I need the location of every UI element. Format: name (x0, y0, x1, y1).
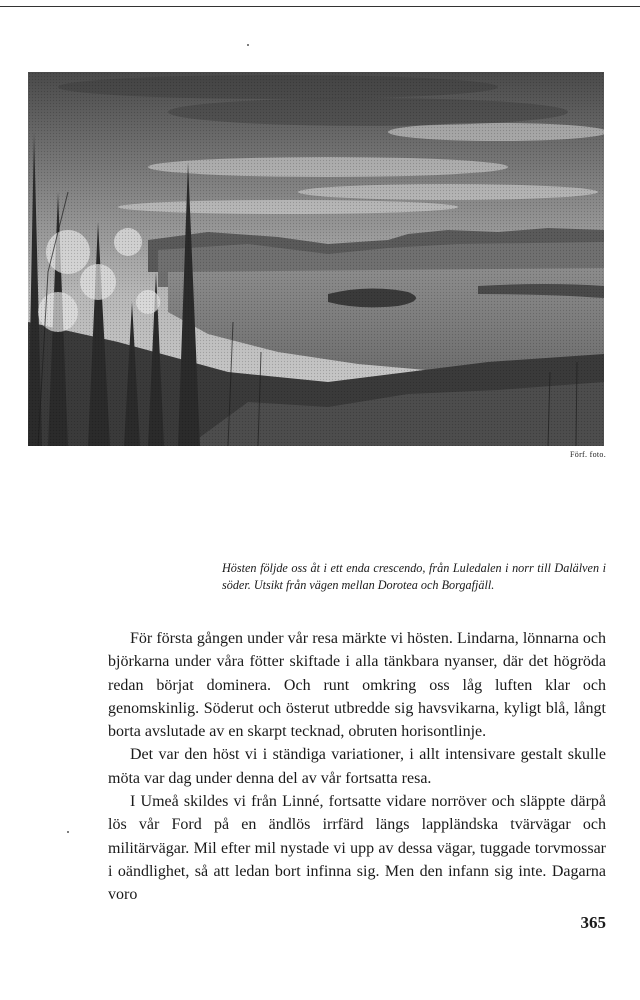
print-speck (67, 831, 69, 833)
paragraph: Det var den höst vi i ständiga variationer, i allt intensivare gestalt skulle möta var dag under denna del av vår fortsatta resa. (108, 746, 606, 787)
paragraph: I Umeå skildes vi från Linné, fortsatte vidare norröver och släppte därpå lös vår Ford på en ändlös irrfärd längs lappländska tvärvägar och militärvägar. Mil efter mil nystade vi upp av dessa vägar, tuggade torvmossar i oändlighet, så att ledan bort infinna sig. Men den infann sig inte. Dagarna voro (108, 793, 606, 904)
body-text (108, 627, 606, 907)
photo-credit: Förf. foto. (570, 450, 606, 459)
top-rule (0, 6, 640, 7)
page-number: 365 (580, 913, 606, 932)
landscape-photo (28, 72, 604, 446)
photo-caption: Hösten följde oss åt i ett enda crescendo, från Luledalen i norr till Dalälven i söder. Utsikt från vägen mellan Dorotea och Borgafjäll. (222, 561, 606, 592)
paragraph: För första gången under vår resa märkte vi hösten. Lindarna, lönnarna och björkarna under våra fötter skiftade i alla tänkbara nyanser, där det högröda redan börjat dominera. Och runt omkring oss låg luften klar och genomskinlig. Söderut och österut utbredde sig havsvikarna, kyligt blå, långt borta avslutade av en skarpt tecknad, obruten horisontlinje. (108, 630, 606, 741)
print-speck (247, 44, 249, 46)
